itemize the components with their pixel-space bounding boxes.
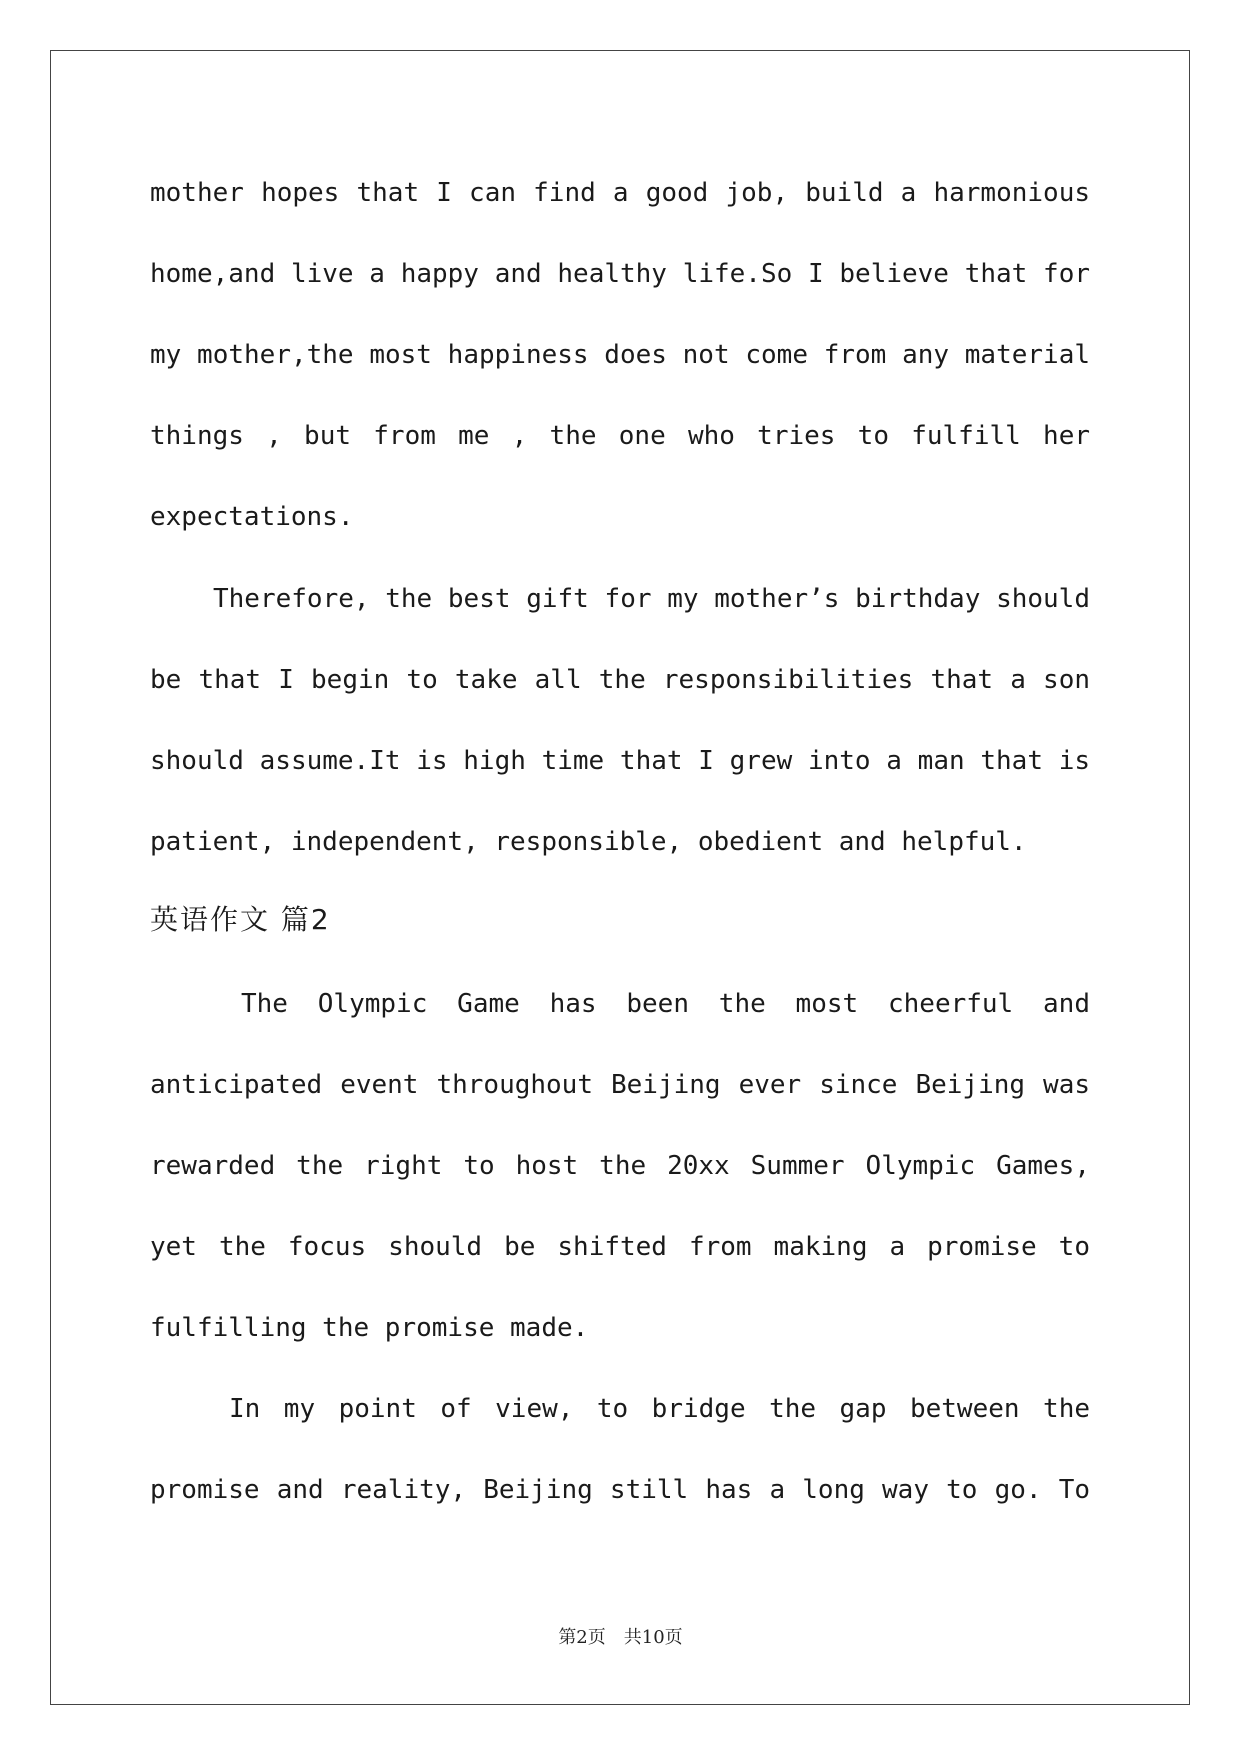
text-line: my mother,the most happiness does not come from any material (150, 340, 1090, 370)
page-border (50, 50, 1190, 1705)
section-heading: 英语作文 篇2 (150, 903, 331, 936)
text-line: be that I begin to take all the responsibilities that a son (150, 665, 1090, 695)
paragraph-start-line: The Olympic Game has been the most cheerful and (241, 989, 1090, 1019)
text-line: mother hopes that I can find a good job, build a harmonious (150, 178, 1090, 208)
text-line: fulfilling the promise made. (150, 1313, 589, 1343)
text-line: patient, independent, responsible, obedient and helpful. (150, 827, 1027, 857)
paragraph-start-line: In my point of view, to bridge the gap between the (229, 1394, 1090, 1424)
text-line: things , but from me , the one who tries to fulfill her (150, 421, 1090, 451)
text-line: home,and live a happy and healthy life.So I believe that for (150, 259, 1090, 289)
text-line: should assume.It is high time that I grew into a man that is (150, 746, 1090, 776)
paragraph-start-line: Therefore, the best gift for my mother’s birthday should (213, 584, 1090, 614)
text-line: rewarded the right to host the 20xx Summer Olympic Games, (150, 1151, 1090, 1181)
text-line: yet the focus should be shifted from making a promise to (150, 1232, 1090, 1262)
text-line: anticipated event throughout Beijing ever since Beijing was (150, 1070, 1090, 1100)
text-line: expectations. (150, 502, 354, 532)
text-line: promise and reality, Beijing still has a long way to go. To (150, 1475, 1090, 1505)
page-number-footer: 第2页 共10页 (558, 1627, 683, 1648)
